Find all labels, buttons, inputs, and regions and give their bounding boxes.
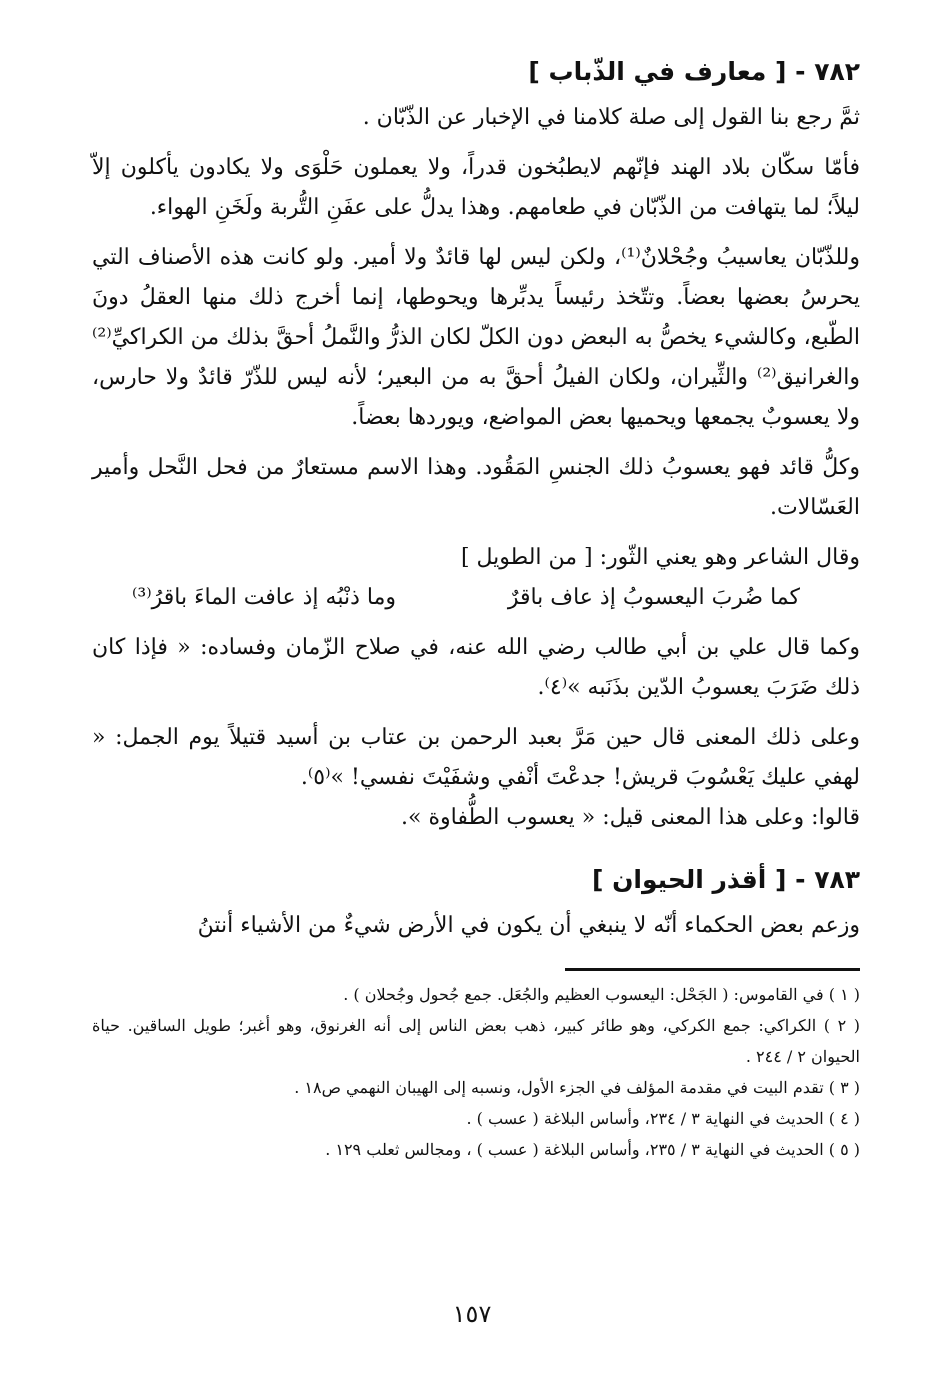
poem-verse [92,578,860,618]
paragraph: وكلُّ قائد فهو يعسوبُ ذلك الجنسِ المَقُود. وهذا الاسم مستعارٌ من فحل النَّحل وأمير العَسّالات. [92,455,860,520]
paragraph: فأمّا سكّان بلاد الهند فإنّهم لايطبُخون قدراً، ولا يعملون حَلْوَى ولا يكادون يأكلون إلاّ ليلاً؛ لما يتهافت من الذّبّان في طعامهم. وهذا يدلُّ على عفَنِ التُّربة ولَخَنِ الهواء. [92,155,860,220]
footnote: ( ١ ) في القاموس: ( الجَحْل: اليعسوب العظيم والجُعَل. جمع جُحول وجُحلان ) . [343,985,860,1004]
paragraph: وعلى ذلك المعنى قال حين مَرَّ بعبد الرحمن بن عتاب بن أسيد قتيلاً يوم الجمل: « لهفي عليك يَعْسُوبَ قريش! جدعْتَ أنْفي وشفَيْتَ نفسي! »⁽٥⁾. [92,725,860,790]
footnote: ( ٣ ) تقدم البيت في مقدمة المؤلف في الجزء الأول، ونسبه إلى الهيبان النهمي ص١٨ . [294,1078,860,1097]
footnote: ( ٤ ) الحديث في النهاية ٣ / ٢٣٤، وأساس البلاغة ( عسب ) . [466,1109,860,1128]
page-number: ١٥٧ [452,1300,492,1328]
verse-second-hemistich: وما ذنْبُه إذ عافت الماءَ باقرُ⁽³⁾ [132,585,396,610]
paragraph: قالوا: وعلى هذا المعنى قيل: « يعسوب الطُّفاوة ». [401,805,860,830]
footnotes [92,979,860,1165]
paragraph: وكما قال علي بن أبي طالب رضي الله عنه، في صلاح الزّمان وفساده: « فإذا كان ذلك ضَرَبَ يعسوبُ الدّين بذَنَبه »⁽٤⁾. [92,635,860,700]
paragraph: وللذّبّان يعاسيبُ وجُحْلانٌ⁽¹⁾، ولكن ليس لها قائدٌ ولا أمير. ولو كانت هذه الأصناف التي يحرسُ بعضها بعضاً. وتتّخذ رئيساً يدبِّرها ويحوطها، إنما أخرج ذلك منها العقلُ دونَ الطّبع، وكالشيء يخصُّ به البعض دون الكلّ لكان الذرُّ والنَّملُ أحقَّ بذلك من الكراكيِّ⁽²⁾ والغرانيق⁽²⁾ والثِّيران، ولكان الفيلُ أحقَّ به من البعير؛ لأنه ليس للذّرّ قائدٌ ولا حارس، ولا يعسوبٌ يجمعها ويحميها بعض المواضع، ويوردها بعضاً. [92,245,860,430]
footnote: ( ٥ ) الحديث في النهاية ٣ / ٢٣٥، وأساس البلاغة ( عسب ) ، ومجالس ثعلب ١٢٩ . [325,1140,860,1159]
book-page [92,38,860,1389]
verse-first-hemistich: كما ضُربَ اليعسوبُ إذ عاف باقرٌ [507,585,800,610]
footnote-divider [565,968,860,971]
paragraph: وزعم بعض الحكماء أنّه لا ينبغي أن يكون في الأرض شيءٌ من الأشياء أنتنُ [197,913,860,938]
section-heading-782: ٧٨٢ - [ معارف في الذّباب ] [528,57,860,86]
paragraph: وقال الشاعر وهو يعني الثّور: [ من الطويل ] [460,545,860,570]
footnote: ( ٢ ) الكراكي: جمع الكركي، وهو طائر كبير، ذهب بعض الناس إلى أنه الغرنوق، وهو أغبر؛ طويل الساقين. حياة الحيوان ٢ / ٢٤٤ . [92,1016,861,1066]
section-heading-783: ٧٨٣ - [ أقذر الحيوان ] [591,865,860,894]
paragraph: ثمَّ رجع بنا القول إلى صلة كلامنا في الإخبار عن الذّبّان . [362,105,860,130]
